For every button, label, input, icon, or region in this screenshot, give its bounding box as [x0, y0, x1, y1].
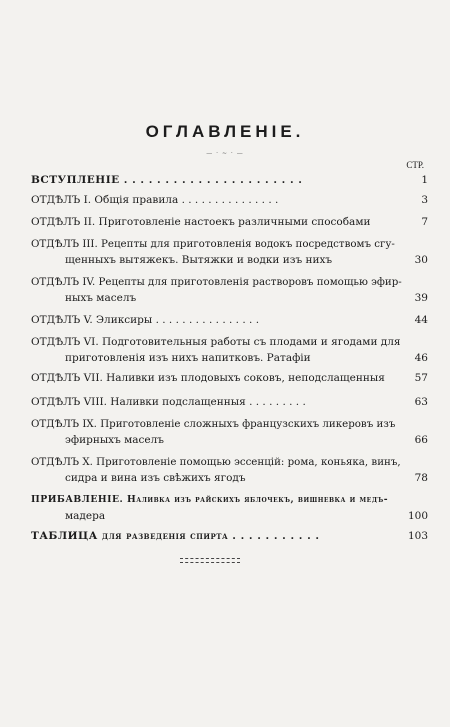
toc-entry-line: ТАБЛИЦА для разведенія спирта . . . . . . . . . . .	[31, 530, 320, 542]
toc-entry	[31, 394, 428, 410]
toc-page-number: 7	[421, 216, 428, 228]
toc-entry	[31, 214, 428, 230]
page-column-header: СТР.	[406, 160, 424, 170]
toc-entry	[31, 312, 428, 328]
toc-page-number: 66	[414, 434, 428, 446]
toc-entry-line: ОТДѢЛЪ II. Приготовленіе настоекъ различными способами	[31, 216, 371, 228]
table-of-contents	[31, 172, 428, 544]
toc-page-number: 100	[407, 510, 428, 522]
toc-page-number: 57	[414, 372, 428, 384]
toc-entry	[31, 416, 428, 448]
toc-entry	[31, 192, 428, 208]
toc-entry-line: ОТДѢЛЪ I. Общія правила . . . . . . . . . . . . . . .	[31, 194, 279, 206]
page-title: ОГЛАВЛЕНІЕ.	[145, 122, 305, 141]
toc-entry	[31, 172, 428, 188]
toc-entry	[31, 492, 428, 524]
toc-entry-line: ВСТУПЛЕНІЕ . . . . . . . . . . . . . . . . . . . . . .	[31, 174, 303, 186]
toc-page-number: 103	[407, 530, 428, 542]
toc-page-number: 3	[421, 194, 428, 206]
toc-entry	[31, 274, 428, 306]
toc-entry-line: мадера	[65, 510, 106, 522]
toc-entry-line: ОТДѢЛЪ X. Приготовленіе помощью эссенцій: рома, коньяка, винъ,	[31, 456, 401, 468]
toc-page-number: 39	[414, 292, 428, 304]
toc-entry-line: ПРИБАВЛЕНІЕ. Наливка изъ райскихъ яблочекъ, вишневка и медъ-	[31, 494, 389, 505]
closing-ornament	[180, 558, 240, 563]
toc-entry	[31, 334, 428, 366]
toc-entry	[31, 528, 428, 544]
toc-entry	[31, 454, 428, 486]
toc-entry-line: приготовленія изъ нихъ напитковъ. Ратафіи	[65, 352, 311, 364]
toc-entry-line: ныхъ маселъ	[65, 292, 137, 304]
toc-page-number: 44	[414, 314, 428, 326]
toc-entry-line: ОТДѢЛЪ VIII. Наливки подслащенныя . . . . . . . . .	[31, 396, 306, 408]
toc-entry-line: сидра и вина изъ свѣжихъ ягодъ	[65, 472, 246, 484]
toc-page-number: 78	[414, 472, 428, 484]
toc-page-number: 30	[414, 254, 428, 266]
toc-entry-line: эфирныхъ маселъ	[65, 434, 164, 446]
toc-entry-line: щенныхъ вытяжекъ. Вытяжки и водки изъ нихъ	[65, 254, 333, 266]
toc-entry-line: ОТДѢЛЪ VII. Наливки изъ плодовыхъ соковъ, неподслащенныя	[31, 372, 385, 384]
toc-entry-line: ОТДѢЛЪ III. Рецепты для приготовленія водокъ посредствомъ сгу-	[31, 238, 395, 250]
toc-entry	[31, 370, 428, 386]
toc-page-number: 63	[414, 396, 428, 408]
toc-entry-line: ОТДѢЛЪ IX. Приготовленіе сложныхъ французскихъ ликеровъ изъ	[31, 418, 396, 430]
toc-entry-line: ОТДѢЛЪ V. Эликсиры . . . . . . . . . . . . . . . .	[31, 314, 260, 326]
toc-page-number: 1	[421, 174, 428, 186]
toc-entry	[31, 236, 428, 268]
toc-entry-line: ОТДѢЛЪ IV. Рецепты для приготовленія растворовъ помощью эфир-	[31, 276, 402, 288]
title-ornament: — · ~ · —	[206, 150, 244, 157]
toc-page-number: 46	[414, 352, 428, 364]
toc-entry-line: ОТДѢЛЪ VI. Подготовительныя работы съ плодами и ягодами для	[31, 336, 401, 348]
